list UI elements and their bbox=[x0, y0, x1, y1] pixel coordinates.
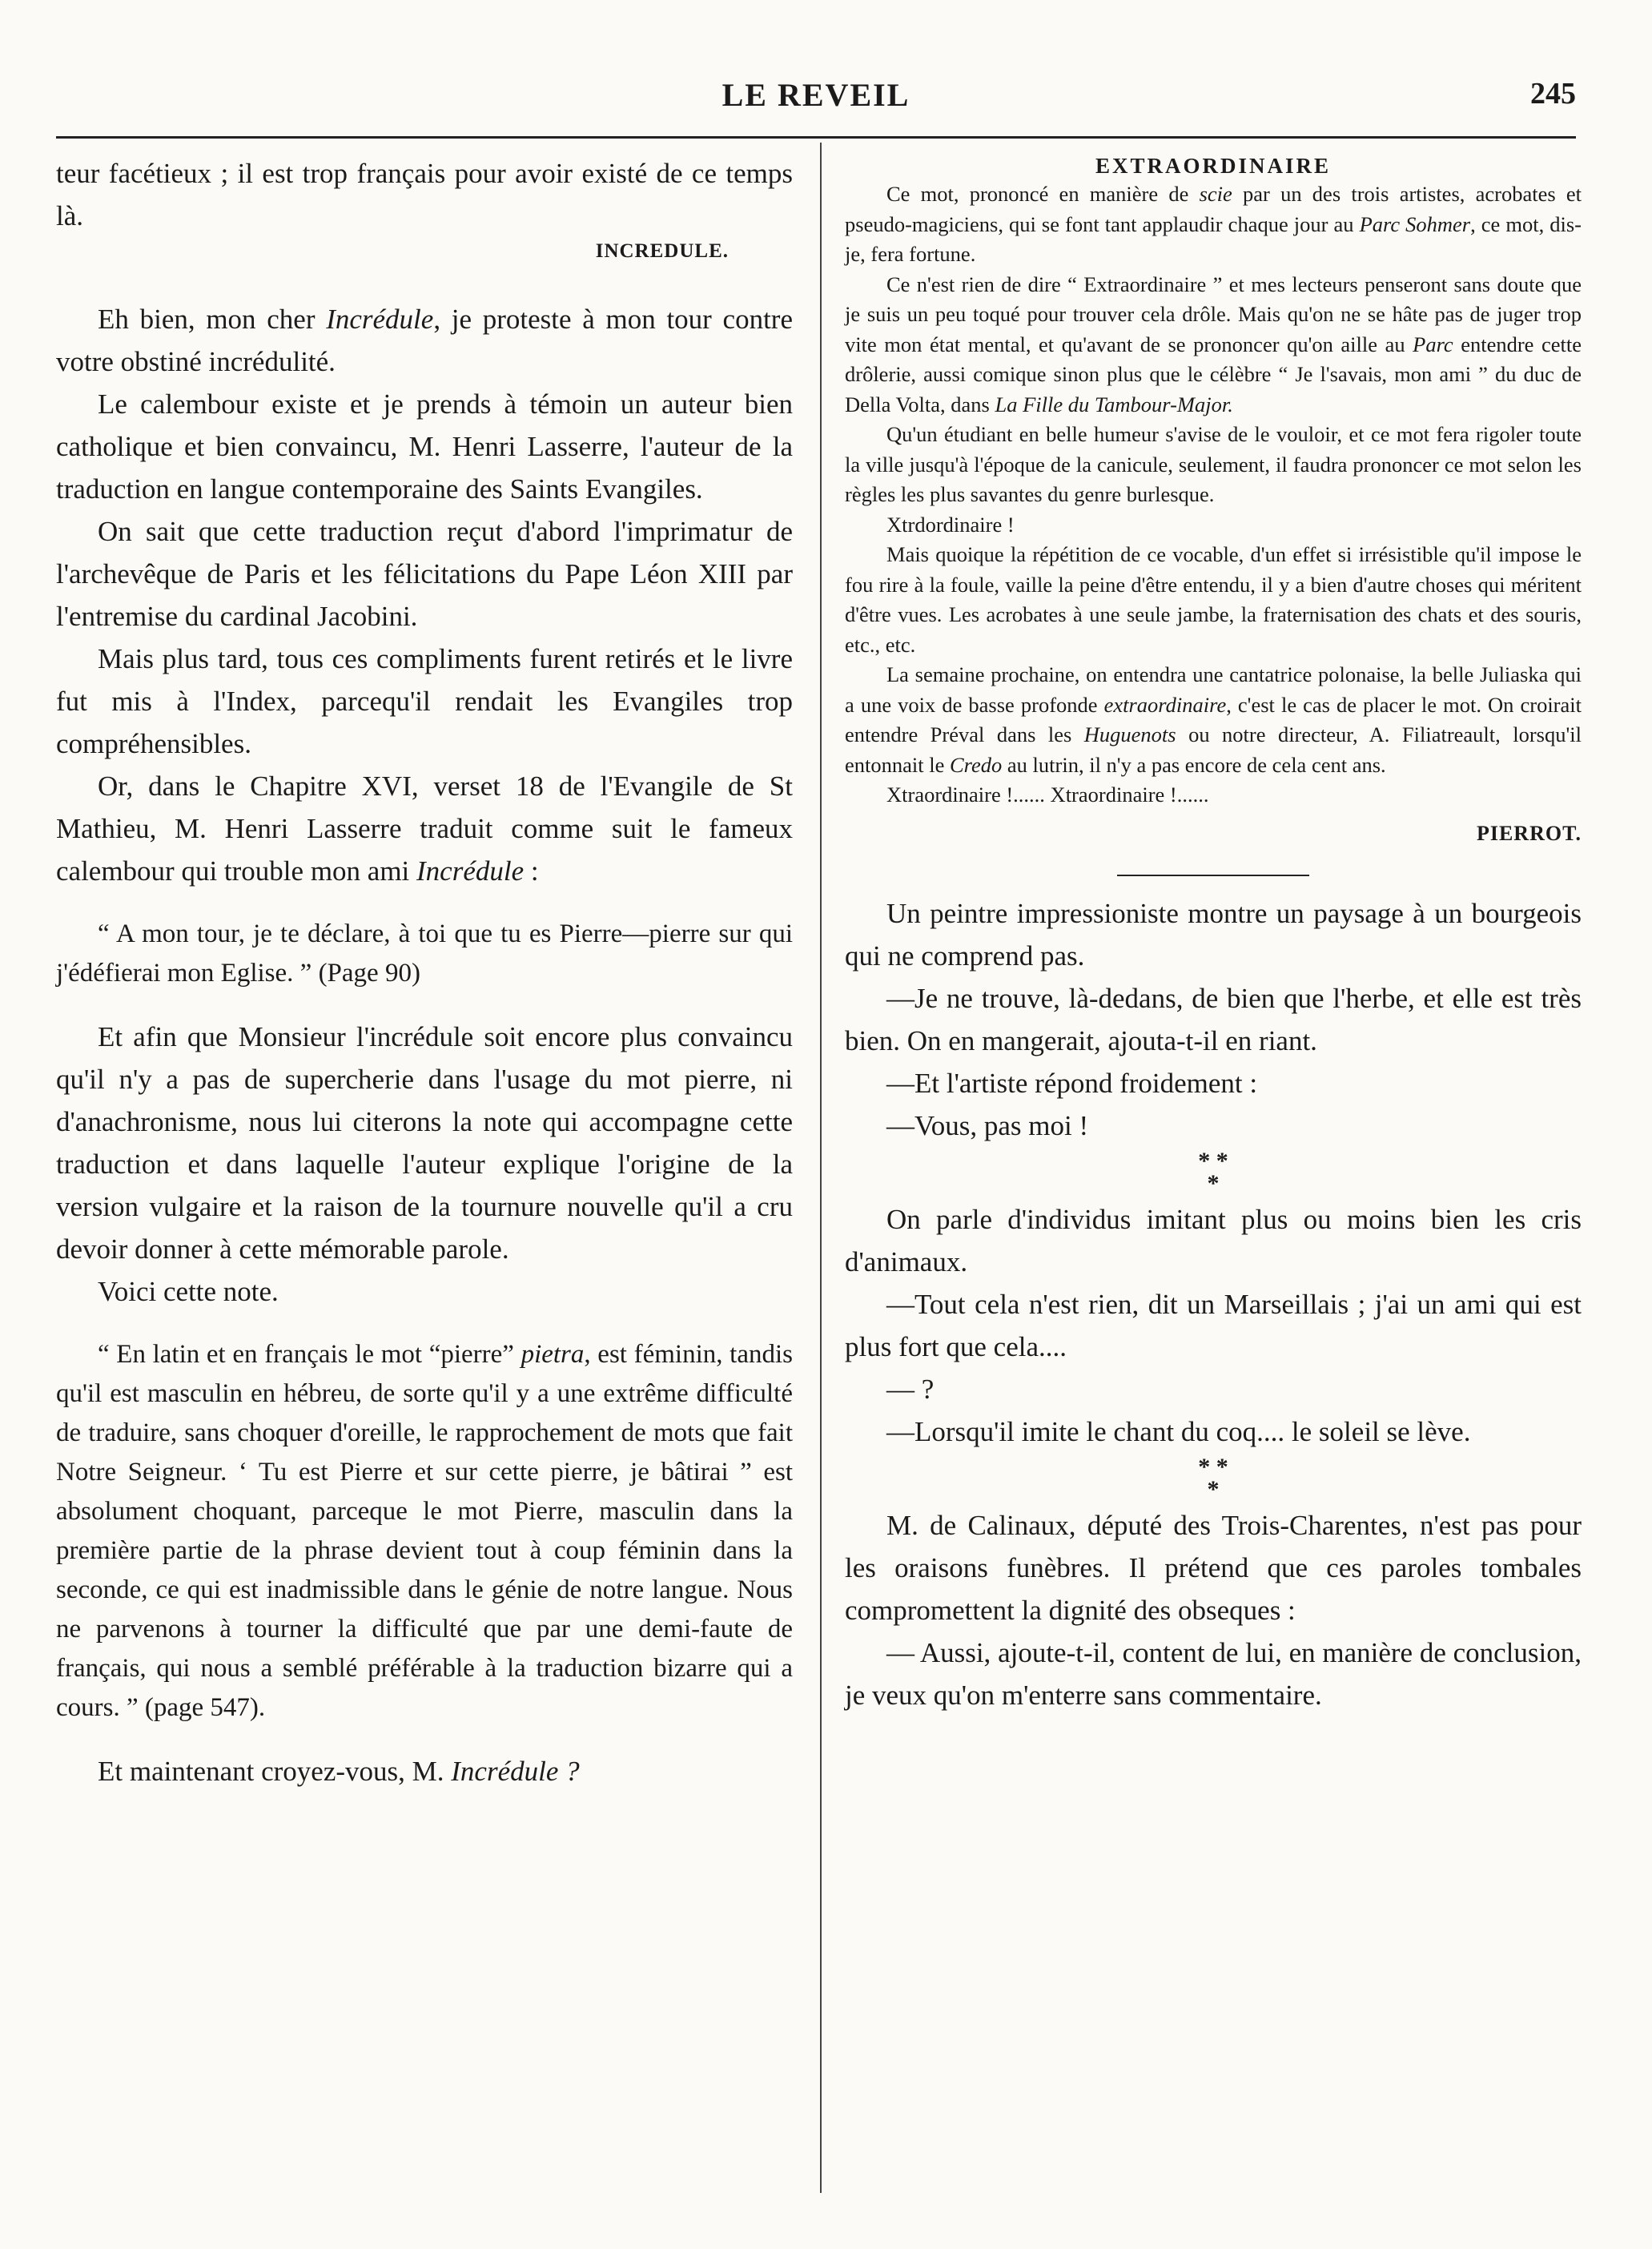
paragraph: Or, dans le Chapitre XVI, verset 18 de l'Evangile de St Mathieu, M. Henri Lasserre traduit comme suit le fameux calembour qui trouble mon ami Incrédule : bbox=[56, 770, 793, 887]
paragraph: On parle d'individus imitant plus ou moins bien les cris d'animaux. bbox=[845, 1203, 1582, 1277]
left-column bbox=[56, 152, 793, 1792]
paragraph: Qu'un étudiant en belle humeur s'avise de le vouloir, et ce mot fera rigoler toute la ville jusqu'à l'époque de la canicule, seulement, il faudra prononcer ce mot selon les règles les plus savantes du genre burlesque. bbox=[845, 422, 1582, 506]
page-header bbox=[56, 76, 1576, 132]
paragraph: Voici cette note. bbox=[98, 1276, 279, 1307]
right-column bbox=[845, 152, 1582, 1716]
asterism-separator: * * * bbox=[1198, 1147, 1228, 1197]
paragraph: —Je ne trouve, là-dedans, de bien que l'herbe, et elle est très bien. On en mangerait, ajouta-t-il en riant. bbox=[845, 982, 1582, 1056]
paragraph: —Lorsqu'il imite le chant du coq.... le soleil se lève. bbox=[886, 1415, 1471, 1447]
paragraph: Mais quoique la répétition de ce vocable, d'un effet si irrésistible qu'il impose le fou rire à la foule, vaille la peine d'être entendu, il y a bien d'autre choses qui méritent d'être vues. Les acrobates à une seule jambe, la fraternisation des chats et des souris, etc., etc. bbox=[845, 542, 1582, 657]
paragraph: Et maintenant croyez-vous, M. Incrédule ? bbox=[98, 1756, 580, 1787]
paragraph: Mais plus tard, tous ces compliments furent retirés et le livre fut mis à l'Index, parcequ'il rendait les Evangiles trop compréhensibles. bbox=[56, 643, 793, 759]
paragraph: Xtraordinaire !...... Xtraordinaire !...... bbox=[886, 783, 1209, 807]
paragraph: Un peintre impressioniste montre un paysage à un bourgeois qui ne comprend pas. bbox=[845, 897, 1582, 972]
column-divider bbox=[820, 143, 822, 2193]
quotation: “ A mon tour, je te déclare, à toi que tu es Pierre—pierre sur qui j'édéfierai mon Eglise. ” (Page 90) bbox=[56, 919, 793, 988]
article-heading: EXTRAORDINAIRE bbox=[1095, 154, 1332, 178]
paragraph: Et afin que Monsieur l'incrédule soit encore plus convaincu qu'il n'y a pas de supercherie dans l'usage du mot pierre, ni d'anachronisme, nous lui citerons la note qui accompagne cette traduction et dans laquelle l'auteur explique l'origine de la version vulgaire et la raison de la tournure nouvelle qu'il a cru devoir donner à cette mémorable parole. bbox=[56, 1021, 793, 1265]
signature-pierrot: PIERROT. bbox=[1476, 821, 1582, 845]
paragraph: — Aussi, ajoute-t-il, content de lui, en manière de conclusion, je veux qu'on m'enterre sans commentaire. bbox=[845, 1636, 1582, 1711]
asterism-separator: * * * bbox=[1198, 1453, 1228, 1503]
page-number: 245 bbox=[1530, 77, 1576, 111]
paragraph: —Tout cela n'est rien, dit un Marseillais ; j'ai un ami qui est plus fort que cela.... bbox=[845, 1288, 1582, 1362]
section-rule bbox=[1117, 875, 1309, 876]
paragraph: — ? bbox=[886, 1373, 935, 1405]
paragraph: M. de Calinaux, député des Trois-Charentes, n'est pas pour les oraisons funèbres. Il prétend que ces paroles tombales compromettent la dignité des obseques : bbox=[845, 1509, 1582, 1626]
paragraph: La semaine prochaine, on entendra une cantatrice polonaise, la belle Juliaska qui a une voix de basse profonde extraordinaire, c'est le cas de placer le mot. On croirait entendre Préval dans les Huguenots ou notre directeur, A. Filiatreault, lorsqu'il entonnait le Credo au lutrin, il n'y a pas encore de cela cent ans. bbox=[845, 662, 1582, 777]
publication-title: LE REVEIL bbox=[721, 77, 910, 113]
paragraph: Ce n'est rien de dire “ Extraordinaire ” et mes lecteurs penseront sans doute que je suis un peu toqué pour trouver cela drôle. Mais qu'on ne se hâte pas de juger trop vite mon état mental, et qu'avant de se prononcer qu'on aille au Parc entendre cette drôlerie, aussi comique sinon plus que le célèbre “ Je l'savais, mon ami ” du duc de Della Volta, dans La Fille du Tambour-Major. bbox=[845, 272, 1582, 416]
paragraph: Eh bien, mon cher Incrédule, je proteste à mon tour contre votre obstiné incrédulité. bbox=[56, 304, 793, 377]
paragraph: Le calembour existe et je prends à témoin un auteur bien catholique et bien convaincu, M. Henri Lasserre, l'auteur de la traduction en langue contemporaine des Saints Evangiles. bbox=[56, 388, 793, 505]
paragraph: —Et l'artiste répond froidement : bbox=[886, 1067, 1258, 1099]
signature-incredule: INCREDULE. bbox=[595, 240, 729, 262]
quotation: “ En latin et en français le mot “pierre” pietra, est féminin, tandis qu'il est masculin en hébreu, de sorte qu'il y a une extrême difficulté de traduire, sans choquer d'oreille, le rapprochement de mots que fait Notre Seigneur. ‘ Tu est Pierre et sur cette pierre, je bâtirai ” est absolument choquant, parceque le mot Pierre, masculin dans la première partie de la phrase devient tout à coup féminin dans la seconde, ce qui est inadmissible dans le génie de notre langue. Nous ne parvenons à tourner la difficulté que par une demi-faute de français, qui nous a semblé préférable à la traduction bizarre qui a cours. ” (page 547). bbox=[56, 1340, 793, 1722]
paragraph: On sait que cette traduction reçut d'abord l'imprimatur de l'archevêque de Paris et les félicitations du Pape Léon XIII par l'entremise du cardinal Jacobini. bbox=[56, 516, 793, 632]
paragraph: Xtrdordinaire ! bbox=[886, 512, 1015, 537]
paragraph: Ce mot, prononcé en manière de scie par un des trois artistes, acrobates et pseudo-magiciens, qui se font tant applaudir chaque jour au Parc Sohmer, ce mot, dis-je, fera fortune. bbox=[845, 182, 1582, 266]
header-rule bbox=[56, 136, 1576, 139]
paragraph: teur facétieux ; il est trop français pour avoir existé de ce temps là. bbox=[56, 158, 793, 231]
paragraph: —Vous, pas moi ! bbox=[886, 1109, 1089, 1141]
